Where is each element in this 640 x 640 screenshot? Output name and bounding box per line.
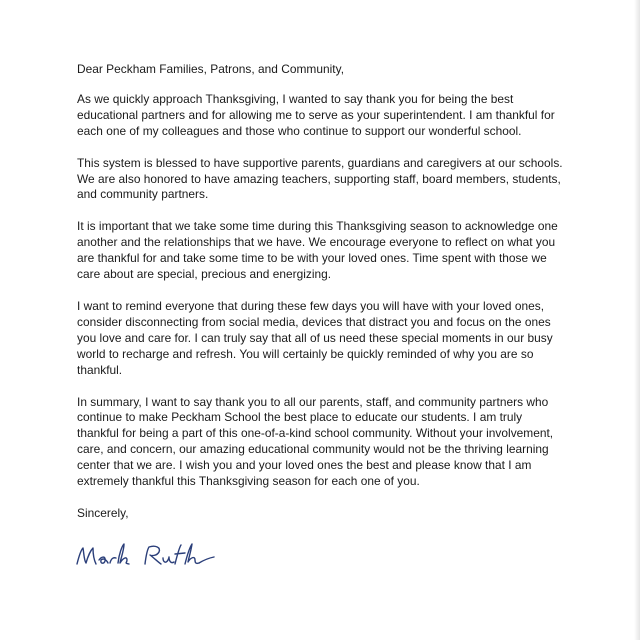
paragraph-1: As we quickly approach Thanksgiving, I wanted to say thank you for being the best educational partners and for allowing me to serve as your superintendent. I am thankful for each one of my colleagues and those who continue to support our wonderful school. [77,91,555,138]
closing: Sincerely, [77,505,129,520]
salutation: Dear Peckham Families, Patrons, and Community, [77,62,345,76]
paragraph-3: It is important that we take some time during this Thanksgiving season to acknowledge one another and the relationships that we have. We encourage everyone to reflect on what you are thankful for and take some time to be with your loved ones. Time spent with those we care about are special, precious and energizing. [77,219,558,282]
paragraph-2: This system is blessed to have supportive parents, guardians and caregivers at our schools. We are also honored to have amazing teachers, supporting staff, board members, students, and community partners. [77,155,563,202]
paragraph-4: I want to remind everyone that during these few days you will have with your loved ones, consider disconnecting from social media, devices that distract you and focus on the ones you love and care for. I can truly say that all of us need these special moments in our busy world to recharge and refresh. You will certainly be quickly reminded of why you are so thankful. [77,298,553,377]
handwritten-signature [71,538,221,578]
letter-body [77,62,565,578]
page-edge-shadow [634,0,640,640]
paragraph-5: In summary, I want to say thank you to all our parents, staff, and community partners who continue to make Peckham School the best place to educate our students. I am truly thankful for being a part of this one-of-a-kind school community. Without your involvement, care, and concern, our amazing educational community would not be the thriving learning center that we are. I wish you and your loved ones the best and please know that I am extremely thankful this Thanksgiving season for each one of you. [77,394,554,489]
